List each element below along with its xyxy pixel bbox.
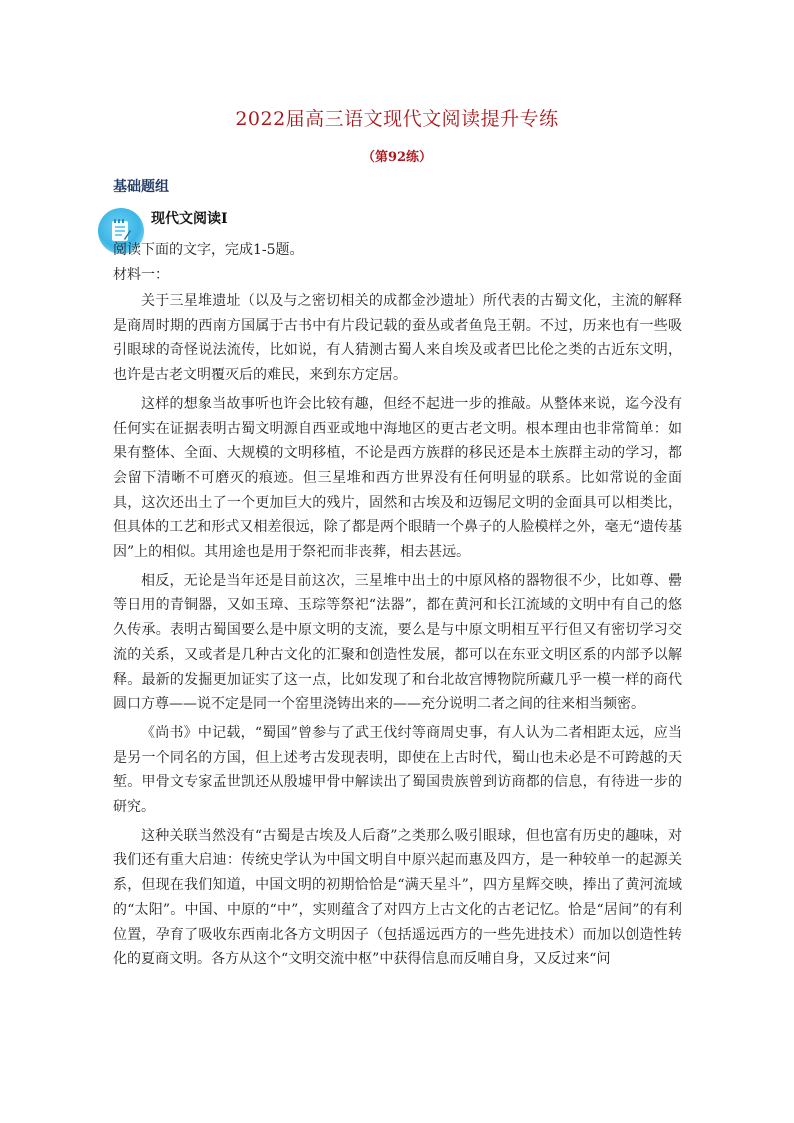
paragraph: 相反，无论是当年还是目前这次，三星堆中出土的中原风格的器物很不少，比如尊、罍等日用的青铜器，又如玉璋、玉琮等祭祀“法器”，都在黄河和长江流域的文明中有自己的悠久传承。表明古蜀国要么是中原文明的支流，要么是与中原文明相互平行但又有密切学习交流的关系，又或者是几种古文化的汇聚和创造性发展，都可以在东亚文明区系的内部予以解释。最新的发掘更加证实了这一点，比如发现了和台北故宫博物院所藏几乎一模一样的商代圆口方尊——说不定是同一个窑里浇铸出来的——充分说明二者之间的往来相当频密。 [113,572,682,713]
document-title: 2022届高三语文现代文阅读提升专练 [235,108,559,130]
document-subtitle: （第92练） [361,150,433,165]
reading-instruction: 阅读下面的文字，完成1-5题。 [113,242,304,258]
material-label: 材料一： [113,267,169,283]
paragraph: 《尚书》中记载，“蜀国”曾参与了武王伐纣等商周史事，有人认为二者相距太远，应当是另一个同名的方国，但上述考古发现表明，即使在上古时代，蜀山也未必是不可跨越的天堑。甲骨文专家孟世凯还从殷墟甲骨中解读出了蜀国贵族曾到访商都的信息，有待进一步的研究。 [113,724,682,816]
section-heading: 基础题组 [113,179,169,195]
subsection-heading: 现代文阅读Ⅰ [151,211,228,227]
paragraph: 关于三星堆遗址（以及与之密切相关的成都金沙遗址）所代表的古蜀文化，主流的解释是商周时期的西南方国属于古书中有片段记载的蚕丛或者鱼凫王朝。不过，历来也有一些吸引眼球的奇怪说法流传，比如说，有人猜测古蜀人来自埃及或者巴比伦之类的古近东文明，也许是古老文明覆灭后的难民，来到东方定居。 [113,293,682,384]
paragraph: 这样的想象当故事听也许会比较有趣，但经不起进一步的推敲。从整体来说，迄今没有任何实在证据表明古蜀文明源自西亚或地中海地区的更古老文明。根本理由也非常简单：如果有整体、全面、大规模的文明移植，不论是西方族群的移民还是本土族群主动的学习，都会留下清晰不可磨灭的痕迹。但三星堆和西方世界没有任何明显的联系。比如常说的金面具，这次还出土了一个更加巨大的残片，固然和古埃及和迈锡尼文明的金面具可以相类比，但具体的工艺和形式又相差很远，除了都是两个眼睛一个鼻子的人脸模样之外，毫无“遗传基因”上的相似。其用途也是用于祭祀而非丧葬，相去甚远。 [113,395,682,561]
article-body [113,289,682,976]
paragraph: 这种关联当然没有“古蜀是古埃及人后裔”之类那么吸引眼球，但也富有历史的趣味，对我们还有重大启迪：传统史学认为中国文明自中原兴起而惠及四方，是一种较单一的起源关系，但现在我们知道，中国文明的初期恰恰是“满天星斗”，四方星辉交映，捧出了黄河流域的“太阳”。中国、中原的“中”，实则蕴含了对四方上古文化的古老记忆。恰是“居间”的有利位置，孕育了吸收东西南北各方文明因子（包括遥远西方的一些先进技术）而加以创造性转化的夏商文明。各方从这个“文明交流中枢”中获得信息而反哺自身，又反过来“问 [113,827,682,968]
